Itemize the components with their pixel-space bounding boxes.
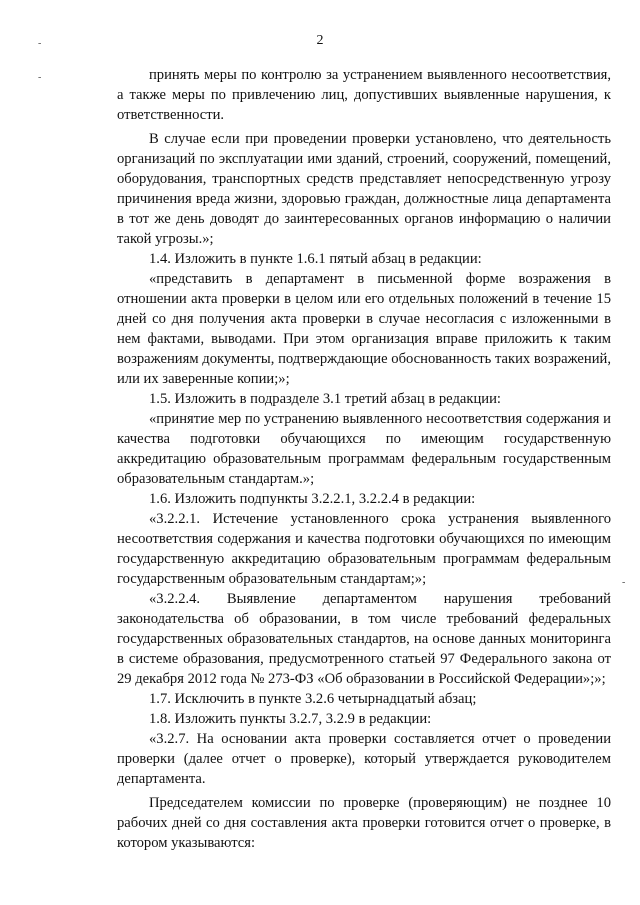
paragraph: «3.2.2.4. Выявление департаментом нарушения требований законодательства об образовании, в том числе требований федеральных государственных образовательных стандартов, на основе данных мониторинга в системе образования, предусмотренного статьей 97 Федерального закона от 29 декабря 2012 года № 273-ФЗ «Об образовании в Российской Федерации»;»; <box>117 591 611 687</box>
paragraph: принять меры по контролю за устранением выявленного несоответствия, а также меры по привлечению лиц, допустивших выявленные нарушения, к ответственности. <box>117 67 611 123</box>
margin-mark: - <box>38 38 42 49</box>
margin-mark: - <box>38 72 42 83</box>
paragraph: 1.8. Изложить пункты 3.2.7, 3.2.9 в редакции: <box>149 711 432 727</box>
paragraph: 1.4. Изложить в пункте 1.6.1 пятый абзац в редакции: <box>149 251 482 267</box>
paragraph: «3.2.7. На основании акта проверки составляется отчет о проведении проверки (далее отчет о проверке), который утверждается руководителем департамента. <box>117 731 611 787</box>
margin-mark: - <box>622 577 626 588</box>
document-body <box>117 65 611 853</box>
paragraph: 1.5. Изложить в подразделе 3.1 третий абзац в редакции: <box>149 391 501 407</box>
paragraph: «принятие мер по устранению выявленного несоответствия содержания и качества подготовки обучающихся по имеющим государственную аккредитацию образовательным программам федеральным государственным образовательным стандартам.»; <box>117 411 611 487</box>
paragraph: Председателем комиссии по проверке (проверяющим) не позднее 10 рабочих дней со дня составления акта проверки готовится отчет о проверке, в котором указываются: <box>117 795 611 851</box>
paragraph: В случае если при проведении проверки установлено, что деятельность организаций по эксплуатации ими зданий, строений, сооружений, помещений, оборудования, транспортных средств представляет непосредственную угрозу причинения вреда жизни, здоровью граждан, должностные лица департамента в тот же день доводят до заинтересованных органов информацию о наличии такой угрозы.»; <box>117 131 611 247</box>
paragraph: «представить в департамент в письменной форме возражения в отношении акта проверки в целом или его отдельных положений в течение 15 дней со дня получения акта проверки в случае несогласия с изложенными в нем фактами, выводами. При этом организация вправе приложить к таким возражениям документы, подтверждающие обоснованность таких возражений, или их заверенные копии;»; <box>117 271 611 387</box>
paragraph: «3.2.2.1. Истечение установленного срока устранения выявленного несоответствия содержания и качества подготовки обучающихся по имеющим государственную аккредитацию образовательным программам федеральным государственным образовательным стандартам;»; <box>117 511 611 587</box>
page-number: 2 <box>316 33 324 48</box>
paragraph: 1.6. Изложить подпункты 3.2.2.1, 3.2.2.4 в редакции: <box>149 491 476 507</box>
paragraph: 1.7. Исключить в пункте 3.2.6 четырнадцатый абзац; <box>149 691 477 707</box>
